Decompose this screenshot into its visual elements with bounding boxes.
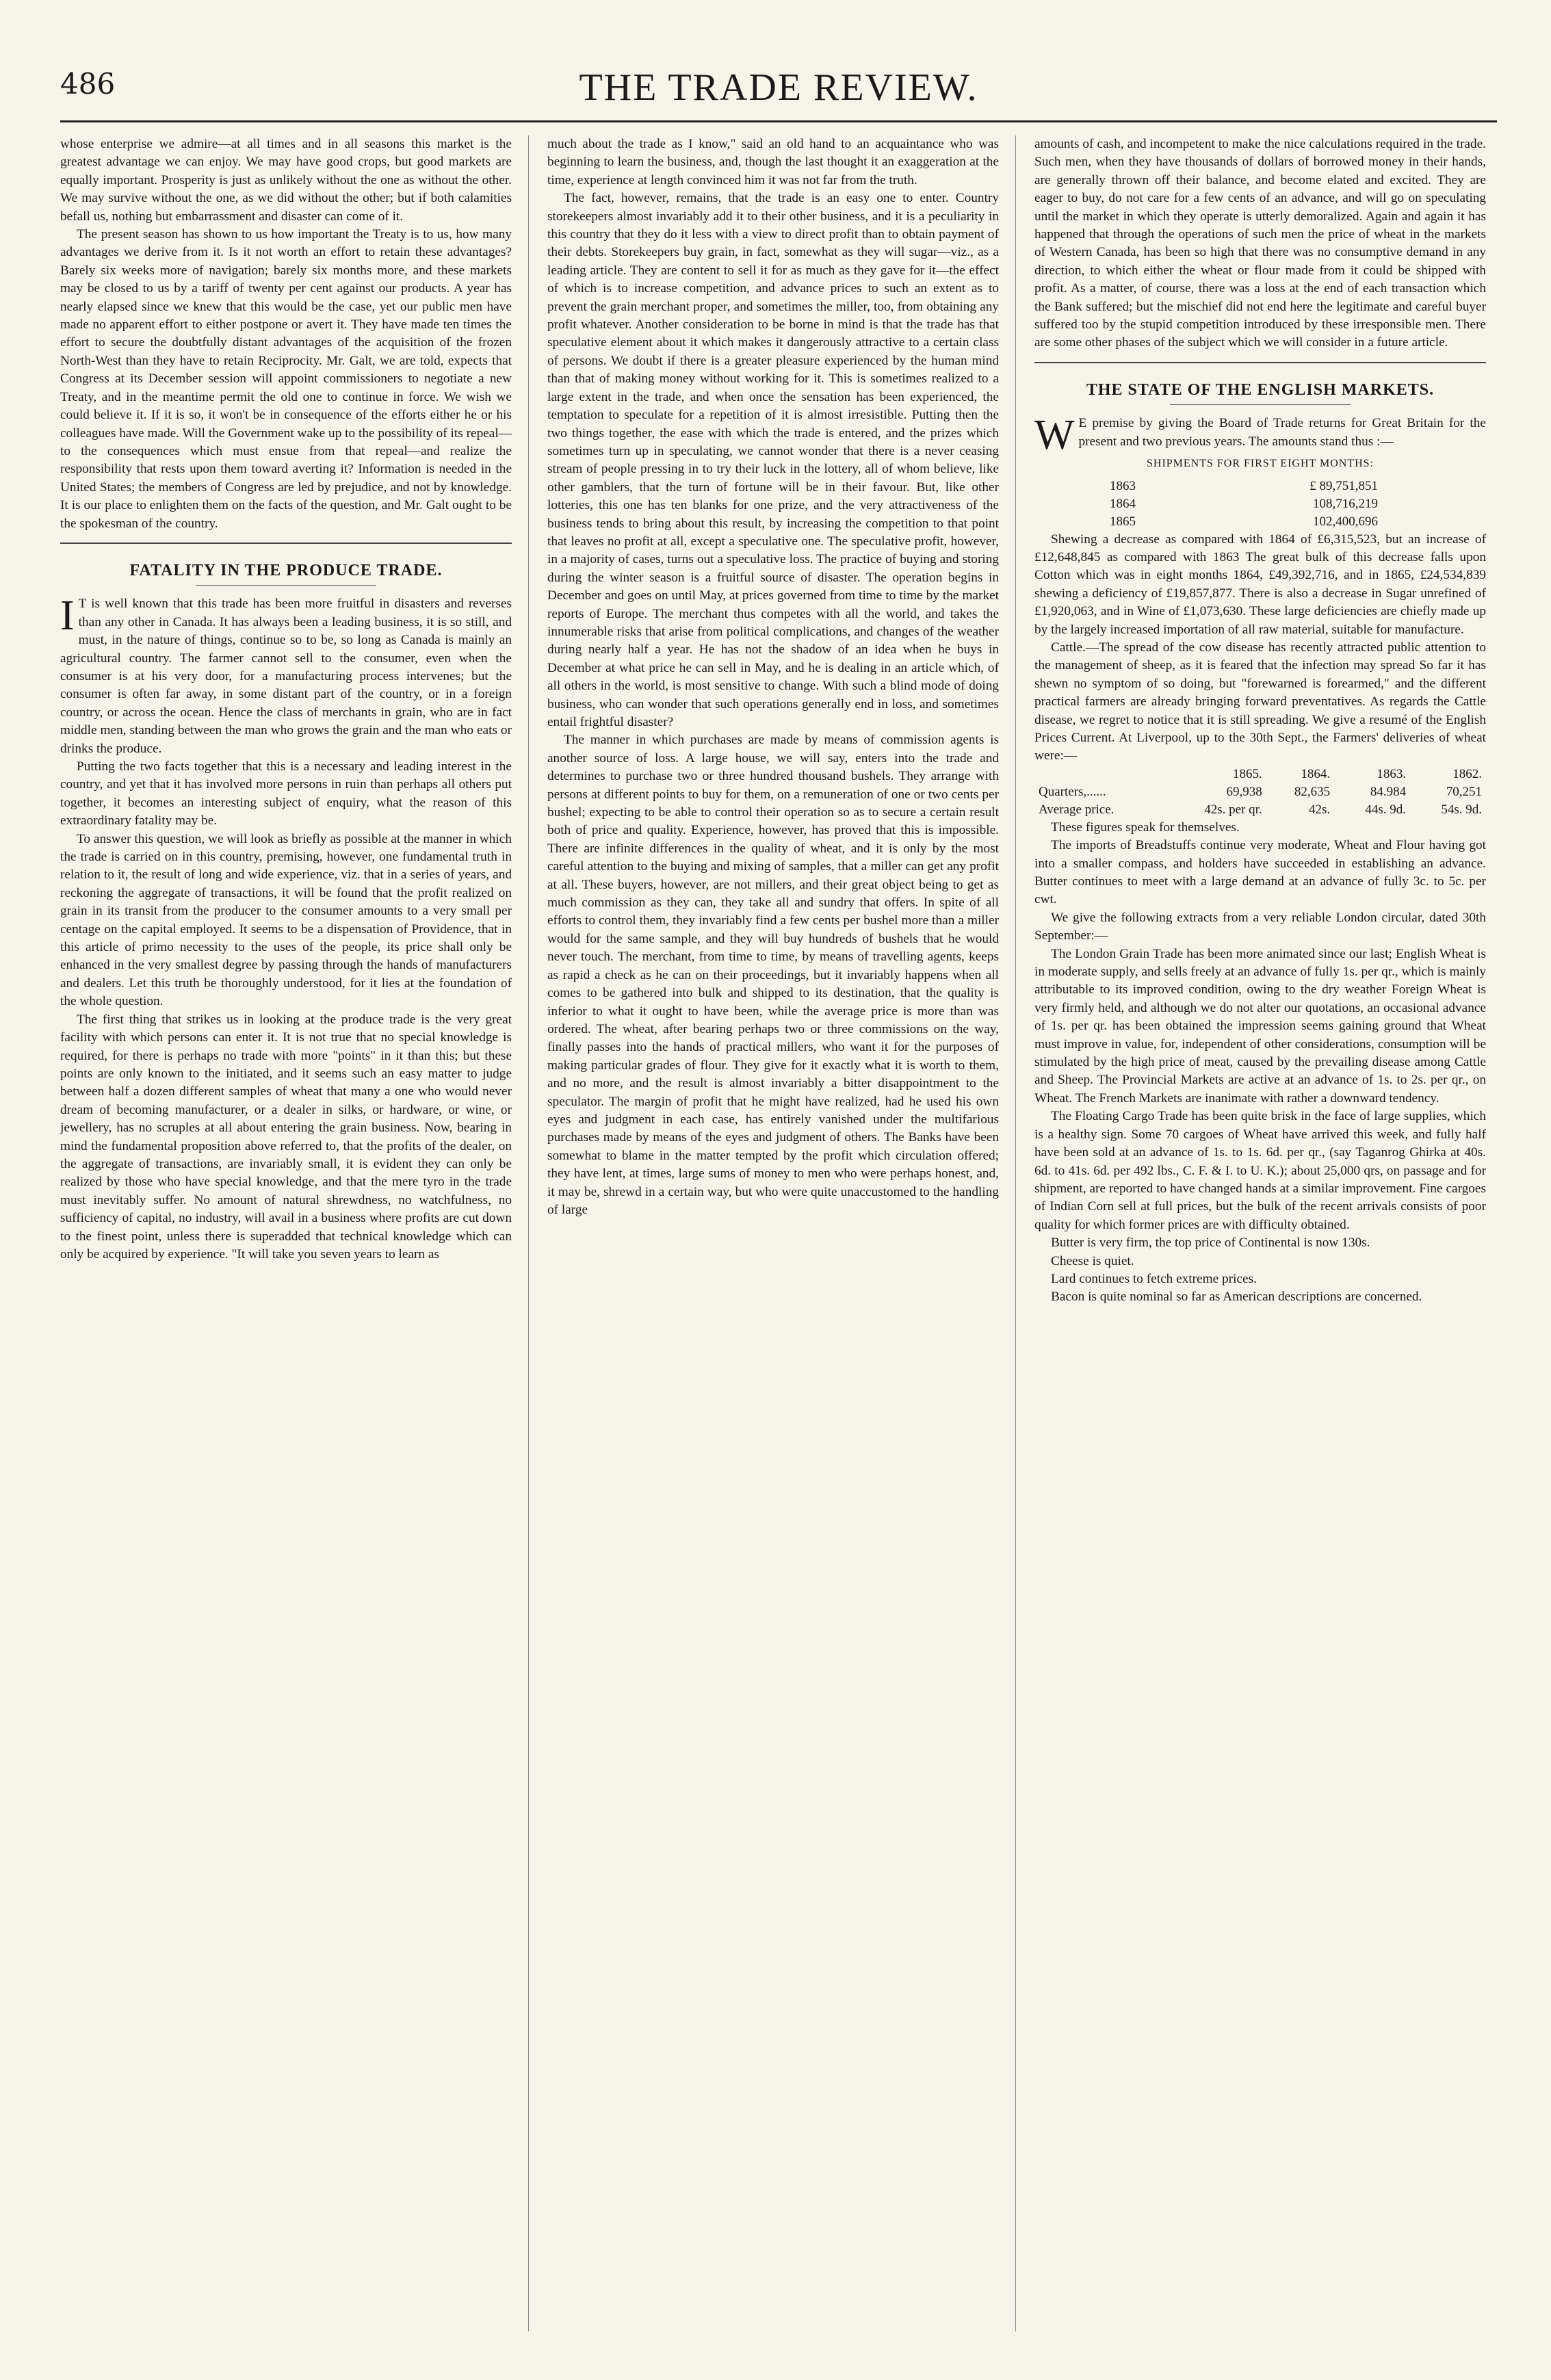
paragraph: The manner in which purchases are made by means of commission agents is another source of loss. A large house, we will say, enters into the trade and determines to purchase two or three hundred thousand bushels. They arrange with persons at different points to buy for them, on a remuneration of one or two cents per bushel; expecting to be able to control their operation so as to secure a certain result both of price and quality. Experience, however, has proved that this is impossible. There are infinite differences in the quality of wheat, and it is only by the most careful attention to the buying and mixing of samples, that a miller can get any profit at all. These buyers, however, are not millers, and their great object being to get as much commission as they can, they take all and sundry that offers. In spite of all efforts to control them, they invariably find a few cents per bushel more than a miller would for the same sample, and they will buy hundreds of bushels that he would never touch. The merchant, from time to time, by means of travelling agents, keeps as rapid a check as he can on their proceedings, but it invariably happens when all comes to be gathered into bulk and shipped to its destination, that the quality is inferior to what it ought to have been, while the average price is more than was ordered. The wheat, after bearing perhaps two or three commissions on the way, finally passes into the hands of practical millers, who want it for the purposes of making particular grades of flour. They give for it exactly what it is worth to them, and no more, and the result is almost invariably a bitter disappointment to the speculator. The margin of profit that he might have realized, had he used his own eyes and judgment in each case, has entirely vanished under the multifarious purchases made by means of the eyes and judgment of others. The Banks have been somewhat to blame in the matter tempted by the profit which circulation offered; they have lent, at times, large sums of money to men who were perhaps honest, and, it may be, shrewd in a certain way, but who were quite unaccustomed to the handling of large bbox=[547, 733, 999, 1217]
table-cell: 1865. bbox=[1232, 766, 1262, 781]
paragraph: Butter is very firm, the top price of Continental is now 130s. bbox=[1051, 1235, 1370, 1251]
paragraph: Lard continues to fetch extreme prices. bbox=[1051, 1271, 1257, 1286]
column-divider bbox=[528, 135, 529, 2331]
journal-title: THE TRADE REVIEW. bbox=[579, 66, 978, 109]
article-separator bbox=[1034, 362, 1486, 363]
article-separator bbox=[60, 542, 512, 544]
table-cell: 84.984 bbox=[1370, 784, 1407, 799]
table-cell: 102,400,696 bbox=[1313, 514, 1378, 529]
table-cell: 1864 bbox=[1110, 496, 1136, 511]
table-cell: 82,635 bbox=[1294, 784, 1331, 799]
paragraph: These figures speak for themselves. bbox=[1051, 820, 1240, 835]
paragraph bbox=[1034, 412, 1486, 459]
table-row bbox=[1034, 513, 1486, 531]
table-header-row bbox=[1034, 766, 1486, 783]
table-cell: 1863 bbox=[1110, 478, 1136, 493]
deliveries-table bbox=[1034, 766, 1486, 819]
table-cell: 70,251 bbox=[1446, 784, 1482, 799]
table-cell: Average price. bbox=[1039, 802, 1115, 817]
page-number: 486 bbox=[60, 67, 116, 101]
table-caption: SHIPMENTS FOR FIRST EIGHT MONTHS: bbox=[1146, 458, 1374, 470]
column-3 bbox=[1034, 135, 1486, 1307]
column-1 bbox=[60, 135, 512, 1264]
column-2 bbox=[547, 135, 999, 1219]
paragraph: The fact, however, remains, that the trade is an easy one to enter. Country storekeepers almost invariably add it to their other business, and it is a peculiarity in this country that they do it less with a view to direct profit than to obtain payment of their debts. Storekeepers buy grain, in fact, somewhat as they will sugar—viz., as a leading article. They are content to sell it for as much as they gave for it—the effect of which is to increase competition, and advance prices to such an extent as to prevent the grain merchant proper, and sometimes the miller, too, from obtaining any profit whatever. Another consideration to be borne in mind is that the trade has that speculative element about it which makes it dangerously attractive to a certain class of persons. We doubt if there is a greater pleasure experienced by the human mind than that of making money without working for it. This is sometimes realized to a large extent in the trade, and when once the sensation has been experienced, the temptation to speculate for a repetition of it is almost irresistible. Putting then the two things together, the ease with which the trade is entered, and the prizes which sometimes turn up in speculating, we cannot wonder that there is a never ceasing stream of people pressing in to try their luck in the lottery, all of whom believe, like other gamblers, that the turn of fortune will be in their favour. But, like other lotteries, this one has ten blanks for one prize, and the very attractiveness of the business tends to bring about this result, by increasing the competition to that point that leaves no profit at all, except a speculative one. The speculative profit, however, in a majority of cases, turns out a speculative loss. The practice of buying and storing during the winter season is a fruitful source of disaster. The operation begins in December and goes on until May, at prices governed from time to time by the market reports of Europe. The merchant thus competes with all the world, and takes the innumerable risks that arise from political complications, and changes of the weather during nearly half a year. He has not the shadow of an idea when he buys in December at what price he can sell in May, and he is dealing in an article which, of all others in the world, is most sensitive to change. With such a blind mode of doing business, who can wonder that such operations generally end in loss, and sometimes entail frightful disaster? bbox=[547, 191, 999, 729]
table-cell: 1865 bbox=[1110, 514, 1136, 529]
table-cell: 1864. bbox=[1301, 766, 1331, 781]
table-cell: 42s. bbox=[1309, 802, 1331, 817]
paragraph: The Floating Cargo Trade has been quite brisk in the face of large supplies, which is a healthy sign. Some 70 cargoes of Wheat have arrived this week, and fully half have been sold at an advance of 1s. to 1s. 6d. per qr., (say Taganrog Ghirka at 40s. 6d. to 41s. 6d. per 492 lbs., C. F. & I. to U. K.); about 25,000 qrs, on passage and for shipment, are reported to have changed hands at a similar improvement. Fine cargoes of Indian Corn sell at full prices, but the bulk of the recent arrivals consists of poor quality for which former prices are with difficulty obtained. bbox=[1034, 1109, 1486, 1232]
paragraph: The imports of Breadstuffs continue very moderate, Wheat and Flour having got into a smaller compass, and holders have succeeded in establishing an advance. Butter continues to meet with a large demand at an advance of fully 3c. to 5c. per cwt. bbox=[1034, 838, 1486, 907]
table-cell: Quarters,...... bbox=[1039, 784, 1106, 799]
table-cell: 44s. 9d. bbox=[1365, 802, 1407, 817]
table-cell: 54s. 9d. bbox=[1441, 802, 1482, 817]
table-row bbox=[1034, 783, 1486, 801]
paragraph: The first thing that strikes us in looking at the produce trade is the very great facility with which persons can enter it. It is not true that no special knowledge is required, for there is perhaps no trade with more "points" in it than this; but these points are only known to the initiated, and it seems such an easy matter to judge between half a dozen different samples of wheat that many a one who would never dream of becoming manufacturer, or a dealer in silks, or hardware, or wine, or jewellery, has no scruples at all about entering the grain business. Now, bearing in mind the fundamental proposition above referred to, that the profits of the dealer, on the aggregate of transactions, are invariably small, it is evident they can only be realized by those who have special knowledge, and that the mere tyro in the trade must inevitably suffer. No amount of natural shrewdness, no watchfulness, no sufficiency of capital, no industry, will avail in a business where profits are cut down to the finest point, unless there is superadded that technical knowledge which can only be acquired by experience. "It will take you seven years to learn as bbox=[60, 1012, 512, 1261]
table-cell: 69,938 bbox=[1226, 784, 1262, 799]
paragraph: The present season has shown to us how important the Treaty is to us, how many advantages we derive from it. Is it not worth an effort to retain these advantages? Barely six weeks more of navigation; barely six months more, and these markets may be closed to us by a tariff of twenty per cent against our products. A year has nearly elapsed since we knew that this would be the case, yet our public men have made no apparent effort to either postpone or avert it. They have made ten times the effort to secure the doubtfully distant advantages of the acquisition of the frozen North-West than they have to retain Reciprocity. Mr. Galt, we are told, expects that Congress at its December session will appoint commissioners to negotiate a new Treaty, and in the meantime permit the old one to continue in force. We wish we could believe it. If it is so, it won't be in consequence of the efforts either he or his colleagues have made. Will the Government wake up to the possibility of its repeal—to the consequences which must ensue from that repeal—and realize the responsibility that rests upon them toward averting it? Information is needed in the United States; the members of Congress are led by prejudice, and not by knowledge. It is our place to enlighten them on the facts of the question, and Mr. Galt ought to be the spokesman of the country. bbox=[60, 227, 512, 531]
table-cell bbox=[1034, 766, 1164, 783]
paragraph: much about the trade as I know," said an old hand to an acquaintance who was beginning to learn the business, and, though the last thought it an exaggeration at the time, experience at length convinced him it was not far from the truth. bbox=[547, 137, 999, 187]
article-heading: FATALITY IN THE PRODUCE TRADE. bbox=[60, 562, 512, 586]
table-row bbox=[1034, 495, 1486, 513]
drop-cap: I bbox=[60, 592, 75, 640]
table-cell: 42s. per qr. bbox=[1204, 802, 1262, 817]
paragraph-text: E premise by giving the Board of Trade returns for Great Britain for the present and two previous years. The amounts stand thus :— bbox=[1078, 416, 1486, 449]
table-cell: £ 89,751,851 bbox=[1309, 478, 1378, 493]
table-row bbox=[1034, 801, 1486, 819]
paragraph: The London Grain Trade has been more animated since our last; English Wheat is in moderate supply, and sells freely at an advance of fully 1s. per qr., which is mainly attributable to its improved condition, owing to the dry weather Foreign Wheat is very firmly held, and although we do not alter our quotations, an occasional advance of 1s. per qr. has been obtained the impression seems gaining ground that Wheat must improve in value, for, independent of other considerations, consumption will be stimulated by the high price of meat, caused by the prevailing disease among Cattle and Sheep. The Provincial Markets are active at an advance of 1s. to 2s. per qr., on Wheat. The French Markets are inanimate with rather a downward tendency. bbox=[1034, 946, 1486, 1106]
paragraph: Shewing a decrease as compared with 1864 of £6,315,523, but an increase of £12,648,845 as compared with 1863 The great bulk of this decrease falls upon Cotton which was in eight months 1864, £49,392,716, and in 1865, £24,534,839 shewing a deficiency of £19,857,877. There is also a decrease in Sugar unrefined of £1,920,063, and in Wine of £1,073,630. These large deficiencies are chiefly made up by the largely increased importation of all raw material, suitable for manufacture. bbox=[1034, 532, 1486, 637]
table-cell: 1863. bbox=[1377, 766, 1407, 781]
drop-cap: W bbox=[1034, 412, 1075, 459]
paragraph: Putting the two facts together that this is a necessary and leading interest in the country, and yet that it has involved more persons in ruin than perhaps all others put together, it becomes an interesting subject of enquiry, what the reason of this extraordinary fatality may be. bbox=[60, 759, 512, 828]
shipments-table bbox=[1034, 478, 1486, 531]
paragraph: To answer this question, we will look as briefly as possible at the manner in which the trade is carried on in this country, premising, however, one fundamental truth in relation to it, the result of long and wide experience, viz. that in a series of years, and reckoning the aggregate of transactions, it will be found that the profit realized on grain in its transit from the producer to the consumer amounts to a very small per centage on the capital employed. It seems to be a dispensation of Providence, that in this article of primo necessity to the uses of the people, its price shall only be enhanced in the very smallest degree by passing through the hands of manufacturers and dealers. Let this truth be thoroughly understood, for it lies at the foundation of the whole question. bbox=[60, 831, 512, 1009]
paragraph: We give the following extracts from a very reliable London circular, dated 30th September:— bbox=[1034, 910, 1486, 943]
paragraph: whose enterprise we admire—at all times and in all seasons this market is the greatest advantage we can enjoy. We may have good crops, but good markets are equally important. Prosperity is just as unlikely without the one as without the other. We may survive without the one, as we did without the other; but if both calamities befall us, nothing but embarrassment and disaster can come of it. bbox=[60, 137, 512, 224]
table-cell: 1862. bbox=[1452, 766, 1482, 781]
page-header bbox=[60, 66, 1497, 107]
table-cell: 108,716,219 bbox=[1313, 496, 1378, 511]
paragraph: Cheese is quiet. bbox=[1051, 1253, 1134, 1268]
article-heading: THE STATE OF THE ENGLISH MARKETS. bbox=[1034, 381, 1486, 405]
paragraph bbox=[60, 592, 512, 758]
paragraph: amounts of cash, and incompetent to make the nice calculations required in the trade. Such men, when they have thousands of dollars of borrowed money in their hands, are generally thrown off their balance, and become elated and excited. They are eager to buy, do not care for a few cents of an advance, and will go on speculating until the market in which they operate is utterly demoralized. Again and again it has happened that through the operations of such men the price of wheat in the markets of Western Canada, has been so high that there was no consumptive demand in any direction, to which either the wheat or flour made from it could be shipped with profit. As a matter, of course, there was a loss at the end of each transaction which the Bank suffered; but the mischief did not end here the legitimate and careful buyer suffered too by the stupid competition introduced by these irresponsible men. There are some other phases of the subject which we will consider in a future article. bbox=[1034, 137, 1486, 350]
table-row bbox=[1034, 478, 1486, 495]
paragraph: Bacon is quite nominal so far as American descriptions are concerned. bbox=[1051, 1290, 1422, 1305]
paragraph-text: T is well known that this trade has been more fruitful in disasters and reverses than any other in Canada. It has always been a leading business, it is so still, and must, in the nature of things, continue so to be, so long as Canada is mainly an agricultural country. The farmer cannot sell to the consumer, even when the consumer is at his very door, for a manufacturing process intervenes; but the consumer is often far away, in some distant part of the country, or in a foreign country, or across the ocean. Hence the class of merchants in grain, who are in fact middle men, standing between the man who grows the grain and the man who eats or drinks the produce. bbox=[60, 597, 512, 756]
header-rule bbox=[60, 120, 1497, 122]
column-divider bbox=[1015, 135, 1016, 2331]
paragraph: Cattle.—The spread of the cow disease has recently attracted public attention to the management of sheep, as it is feared that the infection may spread So far it has shewn no symptom of so doing, but "forewarned is forearmed," and the different practical farmers are already bringing forward preventatives. As regards the Cattle disease, we regret to notice that it is still spreading. We give a resumé of the English Prices Current. At Liverpool, up to the 30th Sept., the Farmers' deliveries of wheat were:— bbox=[1034, 640, 1486, 763]
